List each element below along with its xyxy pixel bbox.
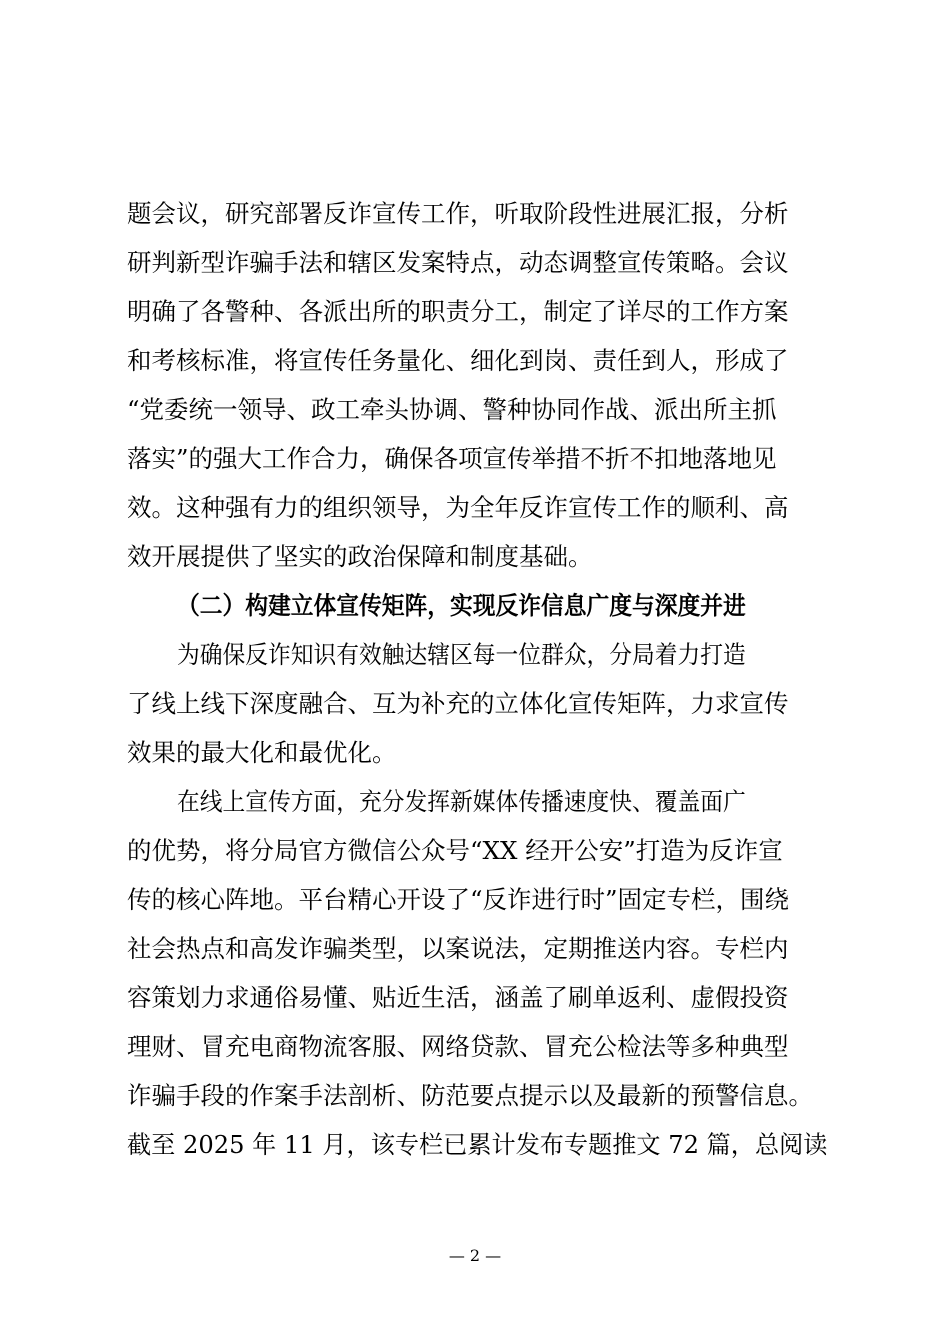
body-line: 在线上宣传方面，充分发挥新媒体传播速度快、覆盖面广 (177, 787, 746, 816)
body-line: 理财、冒充电商物流客服、网络贷款、冒充公检法等多种典型 (127, 1032, 789, 1061)
body-line: 传的核心阵地。平台精心开设了“反诈进行时”固定专栏，围绕 (127, 885, 790, 914)
body-line: 落实”的强大工作合力，确保各项宣传举措不折不扣地落地见 (127, 444, 777, 473)
section-heading: （二）构建立体宣传矩阵，实现反诈信息广度与深度并进 (177, 591, 746, 620)
body-line: 研判新型诈骗手法和辖区发案特点，动态调整宣传策略。会议 (127, 248, 789, 277)
body-line: 诈骗手段的作案手法剖析、防范要点提示以及最新的预警信息。 (127, 1081, 813, 1110)
body-line: 效开展提供了坚实的政治保障和制度基础。 (127, 542, 593, 571)
body-line: 题会议，研究部署反诈宣传工作，听取阶段性进展汇报，分析 (127, 199, 789, 228)
body-line: 的优势，将分局官方微信公众号“XX 经开公安”打造为反诈宣 (127, 836, 783, 865)
body-line: 明确了各警种、各派出所的职责分工，制定了详尽的工作方案 (127, 297, 789, 326)
body-line: 截至 2025 年 11 月，该专栏已累计发布专题推文 72 篇，总阅读 (127, 1130, 828, 1159)
body-line: 了线上线下深度融合、互为补充的立体化宣传矩阵，力求宣传 (127, 689, 789, 718)
body-line: 效果的最大化和最优化。 (127, 738, 397, 767)
body-line: “党委统一领导、政工牵头协调、警种协同作战、派出所主抓 (127, 395, 777, 424)
body-line: 和考核标准，将宣传任务量化、细化到岗、责任到人，形成了 (127, 346, 789, 375)
body-line: 为确保反诈知识有效触达辖区每一位群众，分局着力打造 (177, 640, 746, 669)
body-line: 效。这种强有力的组织领导，为全年反诈宣传工作的顺利、高 (127, 493, 789, 522)
body-line: 容策划力求通俗易懂、贴近生活，涵盖了刷单返利、虚假投资 (127, 983, 789, 1012)
body-line: 社会热点和高发诈骗类型，以案说法，定期推送内容。专栏内 (127, 934, 789, 963)
page-number: — 2 — (448, 1246, 502, 1265)
